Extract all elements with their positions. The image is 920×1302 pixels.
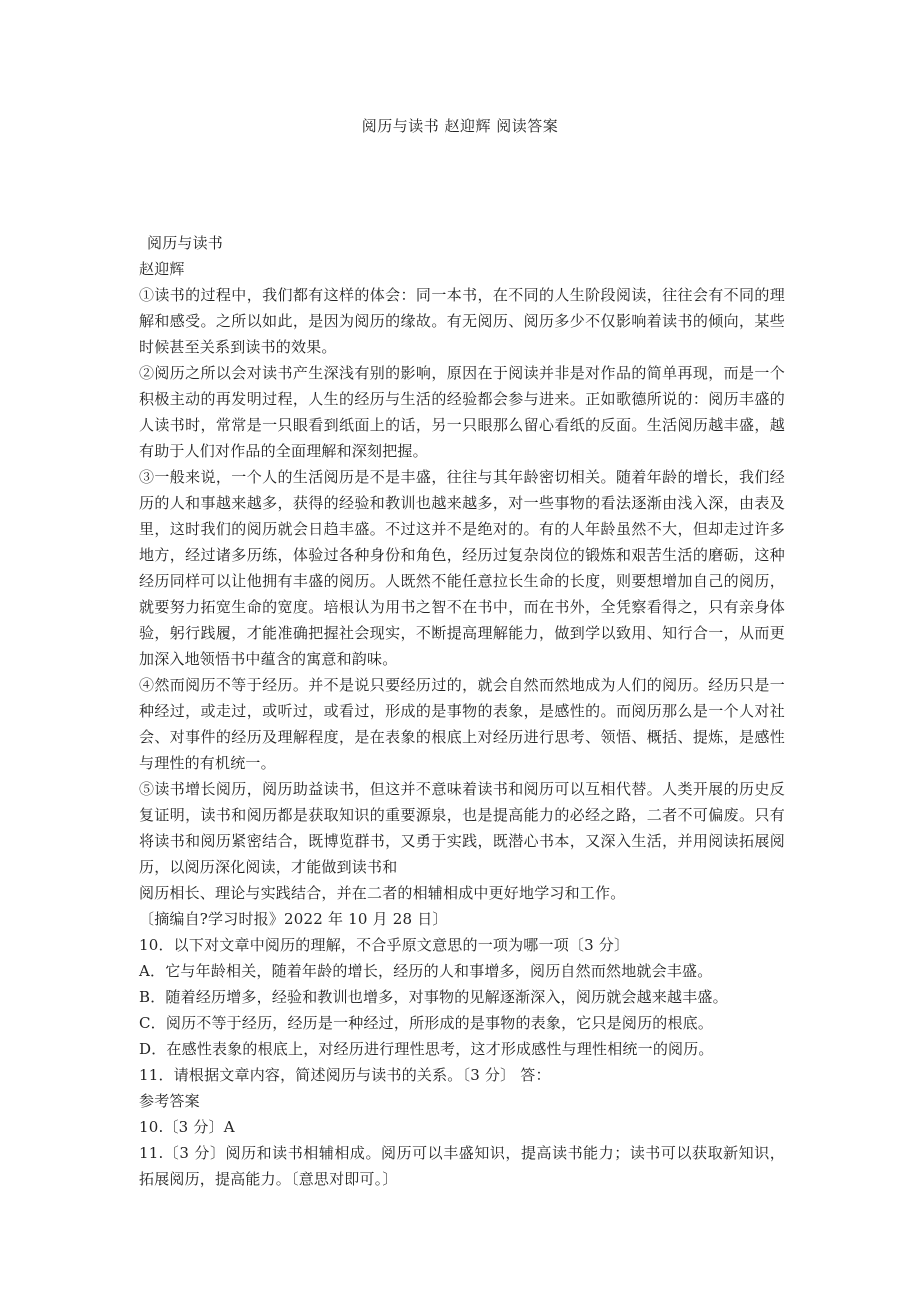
article-paragraph-4: ④然而阅历不等于经历。并不是说只要经历过的，就会自然而然地成为人们的阅历。经历只是一种经过，或走过，或听过，或看过，形成的是事物的表象，是感性的。而阅历那么是一个人对社会、对事件的经历及理解程度，是在表象的根底上对经历进行思考、领悟、概括、提炼，是感性与理性的有机统一。 xyxy=(139,676,785,772)
article-author: 赵迎辉 xyxy=(139,260,185,278)
answers-heading: 参考答案 xyxy=(139,1092,200,1110)
question-10-option-d: D．在感性表象的根底上，对经历进行理性思考，这才形成感性与理性相统一的阅历。 xyxy=(139,1040,714,1058)
document-title: 阅历与读书 赵迎辉 阅读答案 xyxy=(361,117,559,135)
article-paragraph-3: ③一般来说，一个人的生活阅历是不是丰盛，往往与其年龄密切相关。随着年龄的增长，我们经历的人和事越来越多，获得的经验和教训也越来越多，对一些事物的看法逐渐由浅入深，由表及里，这时我们的阅历就会日趋丰盛。不过这并不是绝对的。有的人年龄虽然不大，但却走过许多地方，经过诸多历练，体验过各种身份和角色，经历过复杂岗位的锻炼和艰苦生活的磨砺，这种经历同样可以让他拥有丰盛的阅历。人既然不能任意拉长生命的长度，则要想增加自己的阅历，就要努力拓宽生命的宽度。培根认为用书之智不在书中，而在书外，全凭察看得之，只有亲身体验，躬行践履，才能准确把握社会现实，不断提高理解能力，做到学以致用、知行合一，从而更加深入地领悟书中蕴含的寓意和韵味。 xyxy=(139,468,785,668)
question-10-option-c: C．阅历不等于经历，经历是一种经过，所形成的是事物的表象，它只是阅历的根底。 xyxy=(139,1014,714,1032)
article-source: 〔摘编自?学习时报》2022 年 10 月 28 日〕 xyxy=(139,910,448,928)
question-10-option-b: B．随着经历增多，经验和教训也增多，对事物的见解逐渐深入，阅历就会越来越丰盛。 xyxy=(139,988,728,1006)
article-heading: 阅历与读书 xyxy=(147,234,224,252)
article-paragraph-1: ①读书的过程中，我们都有这样的体会：同一本书，在不同的人生阶段阅读，往往会有不同的理解和感受。之所以如此，是因为阅历的缘故。有无阅历、阅历多少不仅影响着读书的倾向，某些时候甚至关系到读书的效果。 xyxy=(139,286,785,356)
article-paragraph-5: ⑤读书增长阅历，阅历助益读书，但这并不意味着读书和阅历可以互相代替。人类开展的历史反复证明，读书和阅历都是获取知识的重要源泉，也是提高能力的必经之路，二者不可偏废。只有将读书和阅历紧密结合，既博览群书，又勇于实践，既潜心书本，又深入生活，并用阅读拓展阅历，以阅历深化阅读，才能做到读书和 xyxy=(139,780,785,876)
answer-10: 10.〔3 分〕A xyxy=(139,1118,235,1136)
question-10-stem: 10．以下对文章中阅历的理解，不合乎原文意思的一项为哪一项〔3 分〕 xyxy=(139,936,630,954)
answer-11: 11.〔3 分〕阅历和读书相辅相成。阅历可以丰盛知识，提高读书能力；读书可以获取新知识，拓展阅历，提高能力。〔意思对即可。〕 xyxy=(139,1144,785,1188)
question-11-stem: 11．请根据文章内容，简述阅历与读书的关系。〔3 分〕 答： xyxy=(139,1066,551,1084)
article-paragraph-2: ②阅历之所以会对读书产生深浅有别的影响，原因在于阅读并非是对作品的简单再现，而是一个积极主动的再发明过程，人生的经历与生活的经验都会参与进来。正如歌德所说的：阅历丰盛的人读书时，常常是一只眼看到纸面上的话，另一只眼那么留心看纸的反面。生活阅历越丰盛，越有助于人们对作品的全面理解和深刻把握。 xyxy=(139,364,785,460)
question-10-option-a: A．它与年龄相关，随着年龄的增长，经历的人和事增多，阅历自然而然地就会丰盛。 xyxy=(139,962,713,980)
document-body xyxy=(139,230,785,1192)
article-paragraph-5-continued: 阅历相长、理论与实践结合，并在二者的相辅相成中更好地学习和工作。 xyxy=(139,884,626,902)
